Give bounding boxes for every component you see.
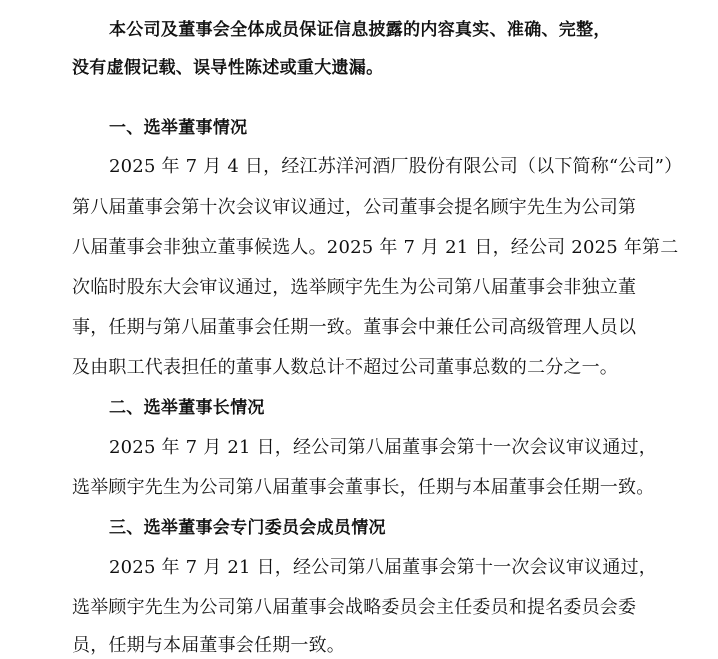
section-1-line-6: 及由职工代表担任的董事人数总计不超过公司董事总数的二分之一。 [72, 357, 618, 378]
section-1-line-5: 事，任期与第八届董事会任期一致。董事会中兼任公司高级管理人员以 [72, 317, 637, 338]
section-2-line-2: 选举顾宇先生为公司第八届董事会董事长，任期与本届董事会任期一致。 [72, 477, 655, 498]
section-1-line-1: 2025 年 7 月 4 日，经江苏洋河酒厂股份有限公司（以下简称“公司”） [109, 156, 683, 177]
section-3-line-2: 选举顾宇先生为公司第八届董事会战略委员会主任委员和提名委员会委 [72, 597, 637, 618]
intro-line-1: 本公司及董事会全体成员保证信息披露的内容真实、准确、完整， [109, 20, 611, 40]
section-1-line-4: 次临时股东大会审议通过，选举顾宇先生为公司第八届董事会非独立董 [72, 277, 637, 298]
section-heading-3: 三、选举董事会专门委员会成员情况 [109, 518, 386, 538]
section-2-line-1: 2025 年 7 月 21 日，经公司第八届董事会第十一次会议审议通过， [109, 437, 657, 458]
section-heading-1: 一、选举董事情况 [109, 118, 248, 138]
intro-line-2: 没有虚假记载、误导性陈述或重大遗漏。 [72, 58, 384, 78]
section-3-line-3: 员，任期与本届董事会任期一致。 [72, 635, 345, 656]
section-1-line-2: 第八届董事会第十次会议审议通过，公司董事会提名顾宇先生为公司第 [72, 197, 637, 218]
section-3-line-1: 2025 年 7 月 21 日，经公司第八届董事会第十一次会议审议通过， [109, 557, 657, 578]
section-heading-2: 二、选举董事长情况 [109, 398, 265, 418]
section-1-line-3: 八届董事会非独立董事候选人。2025 年 7 月 21 日，经公司 2025 年第二 [72, 237, 679, 258]
